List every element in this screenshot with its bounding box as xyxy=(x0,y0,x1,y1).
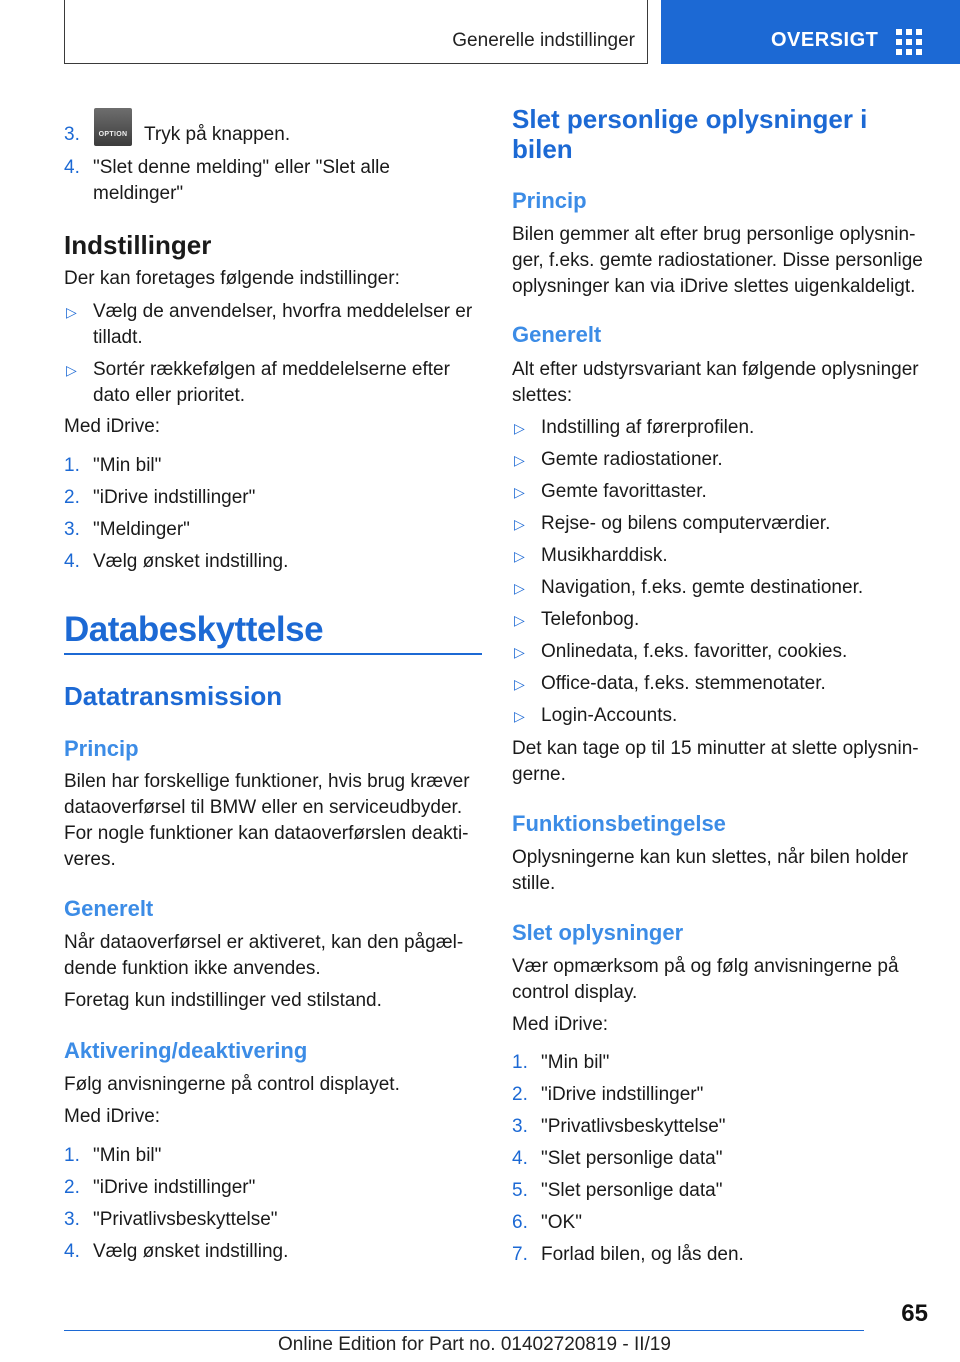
triangle-bullet-icon: ▷ xyxy=(514,612,525,628)
step-text: "Min bil" xyxy=(541,1052,610,1073)
heading-generelt: Generelt xyxy=(512,322,602,347)
step-number: 4. xyxy=(64,157,80,178)
triangle-bullet-icon: ▷ xyxy=(66,362,77,378)
page-number: 65 xyxy=(901,1300,928,1327)
paragraph: Det kan tage op til 15 minutter at slette oplysnin‐gerne. xyxy=(512,738,919,785)
step-number: 3. xyxy=(64,519,80,540)
paragraph: Der kan foretages følgende indstillinger: xyxy=(64,268,400,289)
paragraph: Oplysningerne kan kun slettes, når bilen holder stille. xyxy=(512,847,909,894)
triangle-bullet-icon: ▷ xyxy=(514,580,525,596)
bullet-text: Musikharddisk. xyxy=(541,545,668,566)
bullet-text: Gemte favorittaster. xyxy=(541,481,707,502)
bullet-text: Office-data, f.eks. stemmenotater. xyxy=(541,673,826,694)
triangle-bullet-icon: ▷ xyxy=(514,676,525,692)
triangle-bullet-icon: ▷ xyxy=(514,420,525,436)
footer-rule xyxy=(64,1330,864,1331)
step-number: 3. xyxy=(64,1209,80,1230)
heading-aktivering: Aktivering/deaktivering xyxy=(64,1038,308,1063)
triangle-bullet-icon: ▷ xyxy=(514,644,525,660)
step-text: "Meldinger" xyxy=(93,519,190,540)
step-number: 2. xyxy=(64,1177,80,1198)
triangle-bullet-icon: ▷ xyxy=(514,484,525,500)
paragraph: Med iDrive: xyxy=(64,1106,161,1127)
step-number: 3. xyxy=(64,124,80,145)
step-text: "iDrive indstillinger" xyxy=(93,1177,256,1198)
step-number: 4. xyxy=(512,1148,528,1169)
header-title-box xyxy=(64,0,648,64)
grid-icon xyxy=(896,29,922,53)
heading-slet-personlige: Slet personlige oplysninger i bilen xyxy=(512,104,868,164)
paragraph: Vær opmærksom på og følg anvisningerne på control display. xyxy=(512,956,899,1003)
step-number: 2. xyxy=(64,487,80,508)
overview-tab-label: OVERSIGT xyxy=(771,29,879,51)
bullet-text: Login-Accounts. xyxy=(541,705,678,726)
step-text: "Min bil" xyxy=(93,455,162,476)
bullet-text: Onlinedata, f.eks. favoritter, cookies. xyxy=(541,641,848,662)
heading-indstillinger: Indstillinger xyxy=(64,230,212,260)
paragraph: Med iDrive: xyxy=(512,1014,609,1035)
step-number: 1. xyxy=(64,455,80,476)
overview-tab[interactable] xyxy=(661,0,960,64)
paragraph: Foretag kun indstillinger ved stilstand. xyxy=(64,990,382,1011)
bullet-text: Navigation, f.eks. gemte destinationer. xyxy=(541,577,864,598)
step-number: 5. xyxy=(512,1180,528,1201)
step-text: "Slet denne melding" eller "Slet alle meldinger" xyxy=(93,157,390,204)
step-number: 4. xyxy=(64,551,80,572)
step-text: "Privatlivsbeskyttelse" xyxy=(93,1209,278,1230)
footer-edition: Online Edition for Part no. 01402720819 - II/19 xyxy=(278,1334,671,1355)
triangle-bullet-icon: ▷ xyxy=(514,452,525,468)
step-number: 1. xyxy=(512,1052,528,1073)
paragraph: Med iDrive: xyxy=(64,416,161,437)
step-text: "Min bil" xyxy=(93,1145,162,1166)
step-text: "iDrive indstillinger" xyxy=(93,487,256,508)
option-button-icon: OPTION xyxy=(94,108,132,146)
section-title: Generelle indstillinger xyxy=(452,30,635,51)
step-text: Vælg ønsket indstilling. xyxy=(93,1241,289,1262)
heading-generelt: Generelt xyxy=(64,896,154,921)
bullet-text: Rejse- og bilens computerværdier. xyxy=(541,513,831,534)
step-number: 6. xyxy=(512,1212,528,1233)
bullet-text: Gemte radiostationer. xyxy=(541,449,723,470)
step-text: Tryk på knappen. xyxy=(144,124,291,145)
triangle-bullet-icon: ▷ xyxy=(514,516,525,532)
step-number: 1. xyxy=(64,1145,80,1166)
triangle-bullet-icon: ▷ xyxy=(514,708,525,724)
heading-princip: Princip xyxy=(512,188,587,213)
paragraph: Bilen har forskellige funktioner, hvis brug kræver dataoverførsel til BMW eller en serviceudbyder. For nogle funktioner kan dataoverførslen deakti‐veres. xyxy=(64,771,470,870)
paragraph: Bilen gemmer alt efter brug personlige oplysnin‐ger, f.eks. gemte radiostationer. Disse personlige oplysninger kan via iDrive slettes uigenkaldeligt. xyxy=(512,224,923,297)
heading-datatransmission: Datatransmission xyxy=(64,681,283,711)
triangle-bullet-icon: ▷ xyxy=(66,304,77,320)
bullet-text: Telefonbog. xyxy=(541,609,640,630)
paragraph: Alt efter udstyrsvariant kan følgende oplysninger slettes: xyxy=(512,359,919,406)
step-text: Forlad bilen, og lås den. xyxy=(541,1244,744,1265)
paragraph: Når dataoverførsel er aktiveret, kan den pågæl‐dende funktion ikke anvendes. xyxy=(64,932,464,979)
step-number: 3. xyxy=(512,1116,528,1137)
heading-funktionsbetingelse: Funktionsbetingelse xyxy=(512,811,726,836)
heading-databeskyttelse: Databeskyttelse xyxy=(64,610,324,649)
step-number: 7. xyxy=(512,1244,528,1265)
paragraph: Følg anvisningerne på control displayet. xyxy=(64,1074,400,1095)
step-text: "iDrive indstillinger" xyxy=(541,1084,704,1105)
heading-princip: Princip xyxy=(64,736,139,761)
step-text: "Slet personlige data" xyxy=(541,1148,723,1169)
bullet-text: Indstilling af førerprofilen. xyxy=(541,417,755,438)
heading-rule xyxy=(64,653,482,655)
step-text: "Slet personlige data" xyxy=(541,1180,723,1201)
heading-slet-oplysninger: Slet oplysninger xyxy=(512,920,684,945)
bullet-text: Sortér rækkefølgen af meddelelserne efter dato eller prioritet. xyxy=(93,359,450,406)
step-text: Vælg ønsket indstilling. xyxy=(93,551,289,572)
step-text: "OK" xyxy=(541,1212,582,1233)
step-number: 4. xyxy=(64,1241,80,1262)
step-text: "Privatlivsbeskyttelse" xyxy=(541,1116,726,1137)
step-number: 2. xyxy=(512,1084,528,1105)
triangle-bullet-icon: ▷ xyxy=(514,548,525,564)
bullet-text: Vælg de anvendelser, hvorfra meddelelser er tilladt. xyxy=(93,301,473,348)
